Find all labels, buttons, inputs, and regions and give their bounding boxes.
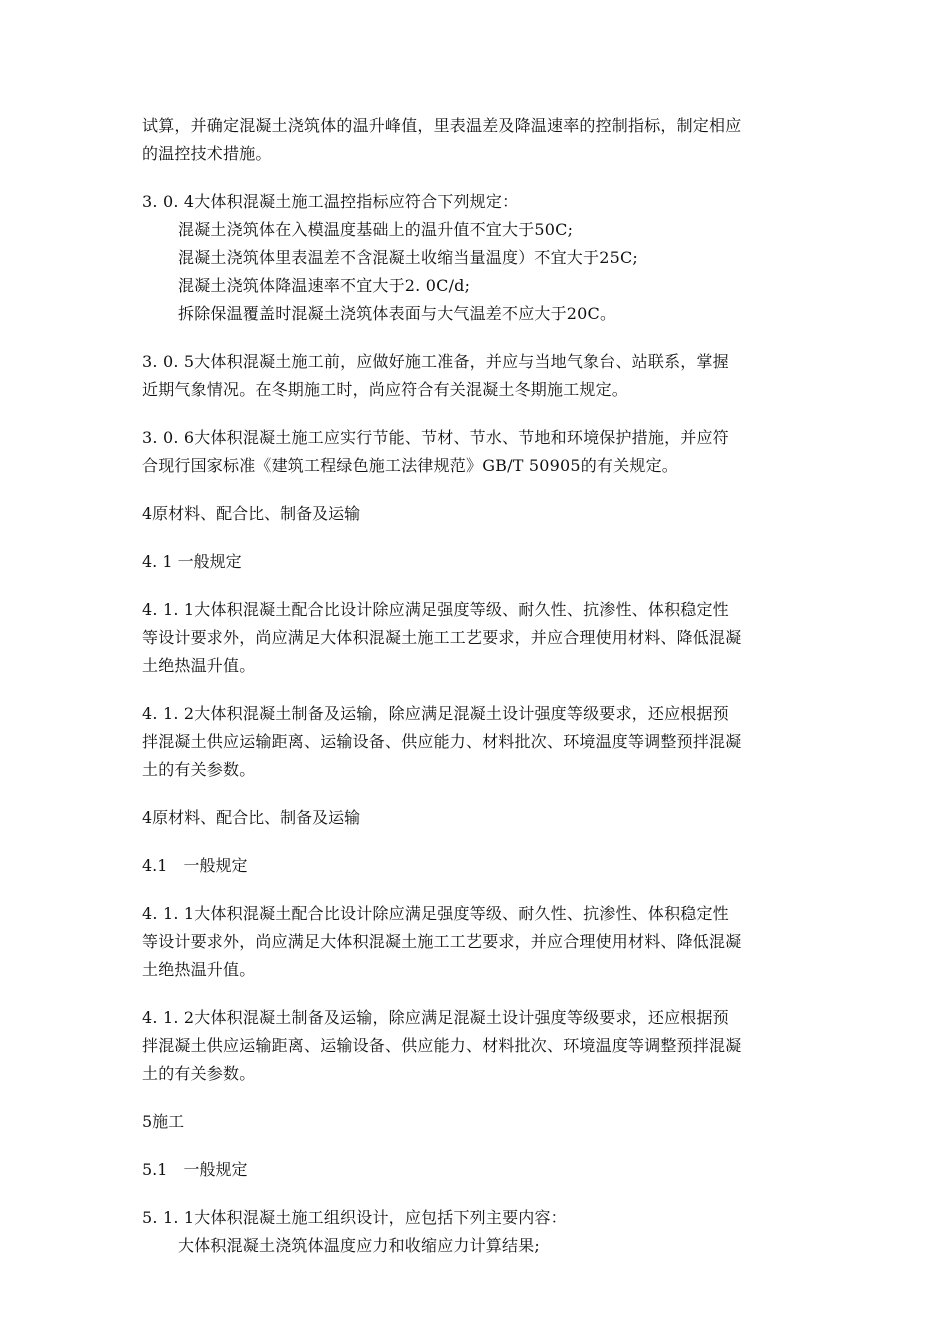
text-line: 拌混凝土供应运输距离、运输设备、供应能力、材料批次、环境温度等调整预拌混凝: [142, 1036, 742, 1055]
text-line: 4. 1. 1大体积混凝土配合比设计除应满足强度等级、耐久性、抗渗性、体积稳定性: [142, 904, 729, 923]
subsection-heading: 5.1 一般规定: [142, 1160, 248, 1179]
clause-3-0-5: [142, 348, 822, 404]
subsection-heading: 4.1 一般规定: [142, 856, 248, 875]
text-line: 土绝热温升值。: [142, 656, 256, 675]
text-line: 合现行国家标准《建筑工程绿色施工法律规范》GB/T 50905的有关规定。: [142, 456, 678, 475]
text-line: 的温控技术措施。: [142, 144, 272, 163]
text-line: 4. 1. 2大体积混凝土制备及运输，除应满足混凝土设计强度等级要求，还应根据预: [142, 704, 729, 723]
list-item: 混凝土浇筑体里表温差不含混凝土收缩当量温度）不宜大于25C;: [178, 248, 638, 267]
paragraph: [142, 112, 822, 168]
text-line: 等设计要求外，尚应满足大体积混凝土施工工艺要求，并应合理使用材料、降低混凝: [142, 932, 742, 951]
clause-lead: 5. 1. 1大体积混凝土施工组织设计，应包括下列主要内容：: [142, 1208, 567, 1227]
text-line: 近期气象情况。在冬期施工时，尚应符合有关混凝土冬期施工规定。: [142, 380, 629, 399]
text-line: 3. 0. 5大体积混凝土施工前，应做好施工准备，并应与当地气象台、站联系，掌握: [142, 352, 729, 371]
list-item: 拆除保温覆盖时混凝土浇筑体表面与大气温差不应大于20C。: [178, 304, 617, 323]
clause-3-0-6: [142, 424, 822, 480]
list-item: 混凝土浇筑体降温速率不宜大于2. 0C/d;: [178, 276, 471, 295]
clause-4-1-2: [142, 1004, 822, 1088]
clause-4-1-1: [142, 900, 822, 984]
text-line: 土的有关参数。: [142, 1064, 256, 1083]
section-heading: 5施工: [142, 1112, 185, 1131]
subsection-heading: 4. 1 一般规定: [142, 552, 242, 571]
clause-4-1-2: [142, 700, 822, 784]
clause-4-1-1: [142, 596, 822, 680]
text-line: 试算，并确定混凝土浇筑体的温升峰值，里表温差及降温速率的控制指标，制定相应: [142, 116, 742, 135]
text-line: 拌混凝土供应运输距离、运输设备、供应能力、材料批次、环境温度等调整预拌混凝: [142, 732, 742, 751]
clause-5-1-1: [142, 1204, 822, 1260]
section-heading: 4原材料、配合比、制备及运输: [142, 808, 361, 827]
text-line: 4. 1. 1大体积混凝土配合比设计除应满足强度等级、耐久性、抗渗性、体积稳定性: [142, 600, 729, 619]
section-heading: 4原材料、配合比、制备及运输: [142, 504, 361, 523]
text-line: 3. 0. 6大体积混凝土施工应实行节能、节材、节水、节地和环境保护措施，并应符: [142, 428, 729, 447]
list-item: 混凝土浇筑体在入模温度基础上的温升值不宜大于50C;: [178, 220, 574, 239]
text-line: 等设计要求外，尚应满足大体积混凝土施工工艺要求，并应合理使用材料、降低混凝: [142, 628, 742, 647]
text-line: 4. 1. 2大体积混凝土制备及运输，除应满足混凝土设计强度等级要求，还应根据预: [142, 1008, 729, 1027]
text-line: 土的有关参数。: [142, 760, 256, 779]
text-line: 土绝热温升值。: [142, 960, 256, 979]
document-page: [142, 112, 822, 1280]
clause-lead: 3. 0. 4大体积混凝土施工温控指标应符合下列规定：: [142, 192, 519, 211]
clause-3-0-4: [142, 188, 822, 328]
list-item: 大体积混凝土浇筑体温度应力和收缩应力计算结果;: [178, 1236, 540, 1255]
